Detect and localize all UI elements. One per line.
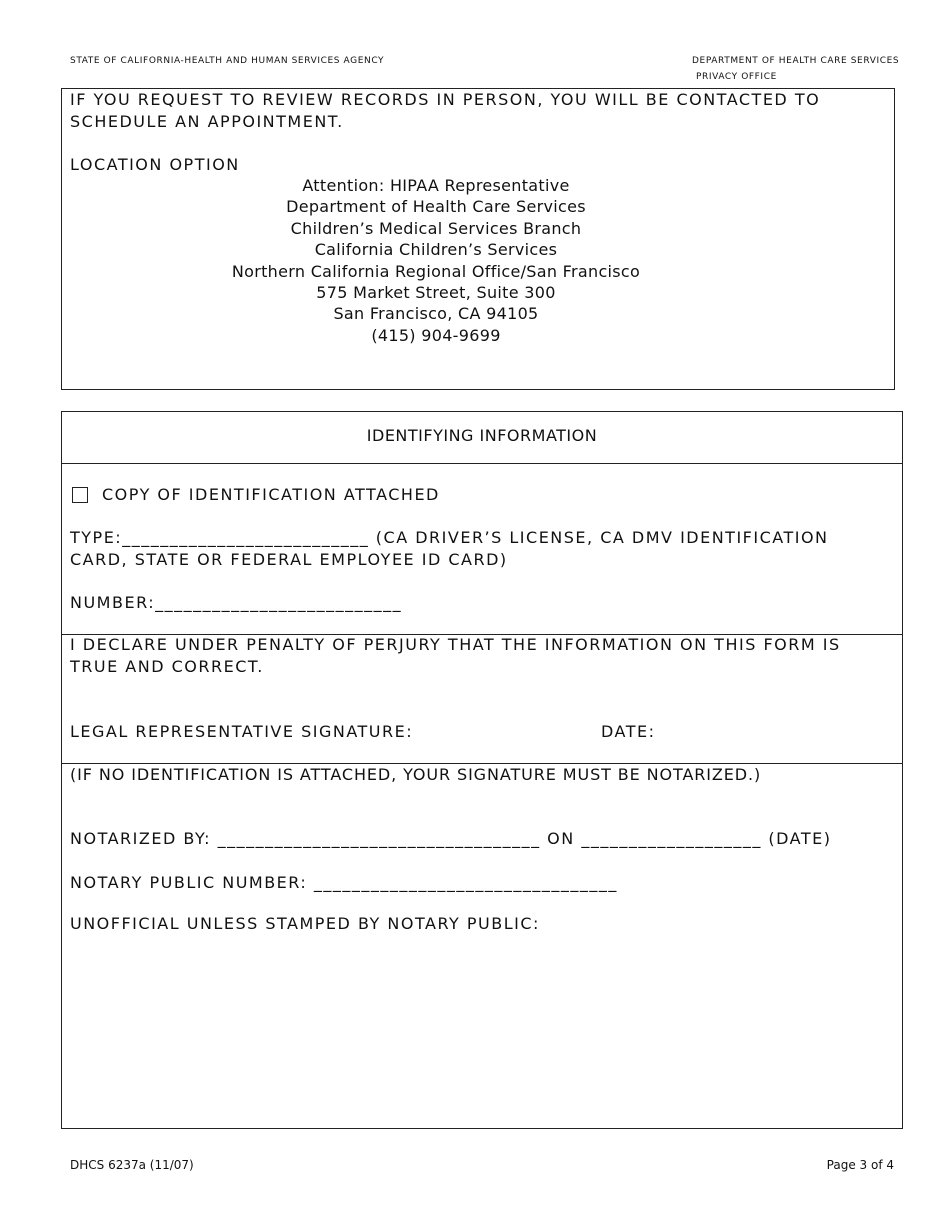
- location-box: [61, 88, 895, 390]
- notary-number-field[interactable]: NOTARY PUBLIC NUMBER: ________________________________: [70, 873, 618, 892]
- address-line: Children’s Medical Services Branch: [290, 218, 582, 238]
- identifying-title-section: [62, 412, 902, 463]
- copy-attached-label: COPY OF IDENTIFICATION ATTACHED: [102, 485, 440, 504]
- signature-field[interactable]: LEGAL REPRESENTATIVE SIGNATURE:: [70, 722, 414, 741]
- location-option-label: LOCATION OPTION: [70, 155, 240, 174]
- date-field[interactable]: DATE:: [601, 722, 656, 741]
- declaration-line-1: I DECLARE UNDER PENALTY OF PERJURY THAT THE INFORMATION ON THIS FORM IS: [70, 635, 841, 654]
- address-block: [62, 175, 810, 346]
- address-line: Attention: HIPAA Representative: [302, 176, 570, 195]
- copy-attached-checkbox[interactable]: [72, 487, 88, 503]
- section-title: IDENTIFYING INFORMATION: [366, 426, 598, 445]
- id-number-field[interactable]: NUMBER:__________________________: [70, 593, 403, 612]
- declaration-line-2: TRUE AND CORRECT.: [70, 657, 264, 676]
- address-line: California Children’s Services: [314, 240, 558, 260]
- office-header: PRIVACY OFFICE: [696, 72, 777, 82]
- address-line: 575 Market Street, Suite 300: [316, 283, 556, 303]
- address-line: San Francisco, CA 94105: [333, 304, 539, 324]
- intro-line-2: SCHEDULE AN APPOINTMENT.: [70, 112, 344, 131]
- id-type-options: CARD, STATE OR FEDERAL EMPLOYEE ID CARD): [70, 550, 508, 569]
- notary-section: [62, 763, 902, 1128]
- address-line: (415) 904-9699: [371, 325, 501, 345]
- page-number: Page 3 of 4: [826, 1158, 894, 1172]
- identifying-information-box: [61, 411, 903, 1129]
- declaration-section: [62, 634, 902, 764]
- department-header: DEPARTMENT OF HEALTH CARE SERVICES: [692, 56, 900, 66]
- intro-line-1: IF YOU REQUEST TO REVIEW RECORDS IN PERSON, YOU WILL BE CONTACTED TO: [70, 90, 821, 109]
- agency-header: STATE OF CALIFORNIA-HEALTH AND HUMAN SERVICES AGENCY: [70, 56, 385, 66]
- id-type-field[interactable]: TYPE:__________________________ (CA DRIVER’S LICENSE, CA DMV IDENTIFICATION: [70, 528, 829, 547]
- identification-section: [62, 463, 902, 635]
- address-line: Department of Health Care Services: [286, 197, 586, 217]
- address-line: Northern California Regional Office/San Francisco: [231, 261, 641, 281]
- notarized-by-field[interactable]: NOTARIZED BY: __________________________________ ON ___________________ (DATE): [70, 829, 832, 848]
- notary-note: (IF NO IDENTIFICATION IS ATTACHED, YOUR SIGNATURE MUST BE NOTARIZED.): [70, 765, 762, 784]
- notary-stamp-label: UNOFFICIAL UNLESS STAMPED BY NOTARY PUBLIC:: [70, 914, 540, 933]
- form-id: DHCS 6237a (11/07): [70, 1158, 194, 1172]
